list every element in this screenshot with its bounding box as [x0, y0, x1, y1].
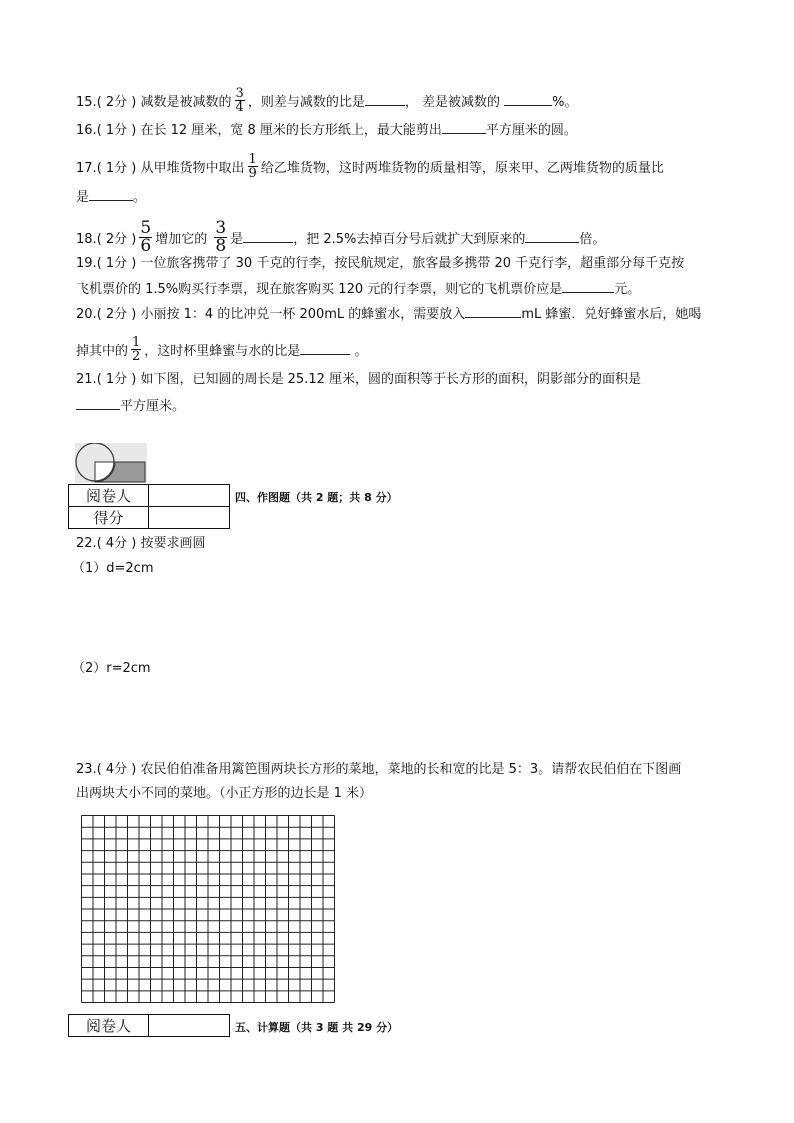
question-20-cont: [76, 335, 368, 365]
question-number: 22.: [76, 536, 97, 551]
question-text: ，这时杯里蜂蜜与水的比是: [144, 344, 301, 359]
question-17-cont: [76, 188, 146, 206]
question-number: 19.: [76, 256, 97, 271]
question-text: 从甲堆货物中取出: [140, 161, 245, 176]
question-text: 飞机票价的 1.5%购买行李票，现在旅客购买 120 元的行李票，则它的飞机票价应是: [76, 282, 563, 297]
question-text: 在长 12 厘米，宽 8 厘米的长方形纸上，最大能剪出: [140, 123, 442, 138]
question-number: 21.: [76, 372, 97, 387]
question-text: 增加它的: [155, 232, 208, 247]
question-text: 。: [133, 190, 147, 205]
question-23-cont: [76, 786, 372, 802]
square-grid[interactable]: [81, 815, 335, 1003]
question-number: 23.: [76, 762, 97, 777]
question-text: 是: [230, 232, 244, 247]
question-text: 减数是被减数的: [140, 95, 232, 110]
question-20: [76, 305, 701, 323]
question-21: [76, 372, 641, 388]
score-box-1: [68, 484, 230, 529]
question-15: [76, 86, 578, 116]
question-text: 小丽按 1：4 的比冲兑一杯 200mL 的蜂蜜水，需要放入: [140, 307, 466, 322]
question-text: 按要求画圆: [140, 536, 206, 551]
answer-blank[interactable]: [504, 93, 552, 106]
question-number: 20.: [76, 307, 97, 322]
question-text: 。: [350, 344, 368, 359]
answer-blank[interactable]: [525, 230, 579, 243]
question-score: ( 1分 ): [96, 372, 137, 387]
question-text: 是: [76, 190, 90, 205]
score-box-2: [68, 1014, 230, 1037]
grader-label: 阅卷人: [69, 1015, 149, 1037]
fraction: [248, 153, 258, 180]
question-22-part-1: （1）d=2cm: [72, 561, 154, 576]
question-23: [76, 762, 681, 778]
fraction-numerator: 3: [215, 218, 227, 238]
question-text: 出两块大小不同的菜地。（小正方形的边长是 1 米）: [76, 786, 373, 801]
question-17: [76, 152, 664, 182]
question-22: [76, 536, 206, 552]
question-score: ( 2分 ): [96, 95, 137, 110]
question-text: 农民伯伯准备用篱笆围两块长方形的菜地，菜地的长和宽的比是 5：3。请帮农民伯伯在下图画: [140, 762, 682, 777]
question-text: 掉其中的: [76, 344, 129, 359]
fraction: [139, 220, 152, 255]
question-text: 一位旅客携带了 30 千克的行李，按民航规定，旅客最多携带 20 千克行李，超重部分每千克按: [140, 256, 685, 271]
fraction-denominator: 6: [140, 236, 152, 256]
question-score: ( 4分 ): [96, 536, 137, 551]
circle-rectangle-figure: [75, 443, 147, 483]
question-number: 18.: [76, 232, 97, 247]
answer-blank[interactable]: [562, 280, 614, 293]
answer-blank[interactable]: [465, 305, 521, 318]
fraction-denominator: 4: [235, 100, 244, 115]
fraction-denominator: 2: [132, 349, 141, 364]
question-text: 倍。: [579, 232, 606, 247]
question-text: ，则差与减数的比是: [247, 95, 365, 110]
fraction-denominator: 8: [215, 236, 227, 256]
answer-blank[interactable]: [442, 121, 486, 134]
question-number: 16.: [76, 123, 97, 138]
answer-blank[interactable]: [76, 397, 120, 410]
question-score: ( 2分 ): [96, 232, 137, 247]
question-19: [76, 256, 684, 272]
question-21-cont: [76, 397, 185, 415]
question-text: ， 差是被减数的: [404, 95, 500, 110]
question-score: ( 1分 ): [96, 123, 137, 138]
question-score: ( 4分 ): [96, 762, 137, 777]
question-text: mL 蜂蜜．兑好蜂蜜水后，她喝: [521, 307, 702, 322]
fraction-denominator: 9: [248, 166, 257, 181]
question-19-cont: [76, 280, 640, 298]
answer-blank[interactable]: [243, 230, 293, 243]
grader-label: 阅卷人: [69, 485, 149, 507]
answer-blank[interactable]: [300, 342, 350, 355]
fraction-numerator: 1: [132, 335, 141, 350]
score-cell[interactable]: [149, 507, 230, 529]
question-text: 给乙堆货物，这时两堆货物的质量相等，原来甲、乙两堆货物的质量比: [260, 161, 664, 176]
section-5-title: 五、计算题（共 3 题 共 29 分）: [235, 1021, 399, 1034]
fraction: [214, 220, 227, 255]
score-label: 得分: [69, 507, 149, 529]
question-text: ，把 2.5%去掉百分号后就扩大到原来的: [293, 232, 526, 247]
answer-blank[interactable]: [89, 188, 133, 201]
question-text: 元。: [614, 282, 641, 297]
question-score: ( 1分 ): [96, 256, 137, 271]
section-4-title: 四、作图题（共 2 题；共 8 分）: [235, 491, 398, 504]
question-18: [76, 218, 606, 257]
question-16: [76, 121, 577, 139]
question-number: 17.: [76, 161, 97, 176]
grader-cell[interactable]: [149, 485, 230, 507]
fraction: [235, 87, 245, 114]
question-text: 如下图，已知圆的周长是 25.12 厘米，圆的面积等于长方形的面积，阴影部分的面积是: [140, 372, 641, 387]
grader-cell[interactable]: [149, 1015, 230, 1037]
question-text: %。: [552, 95, 578, 110]
fraction-numerator: 3: [235, 86, 244, 101]
fraction-numerator: 1: [248, 152, 257, 167]
answer-blank[interactable]: [365, 93, 405, 106]
question-number: 15.: [76, 95, 97, 110]
fraction-numerator: 5: [140, 218, 152, 238]
question-score: ( 2分 ): [96, 307, 137, 322]
question-22-part-2: （2）r=2cm: [72, 661, 151, 676]
question-text: 平方厘米的圆。: [485, 123, 577, 138]
question-text: 平方厘米。: [120, 399, 186, 414]
question-score: ( 1分 ): [96, 161, 137, 176]
fraction: [131, 336, 141, 363]
